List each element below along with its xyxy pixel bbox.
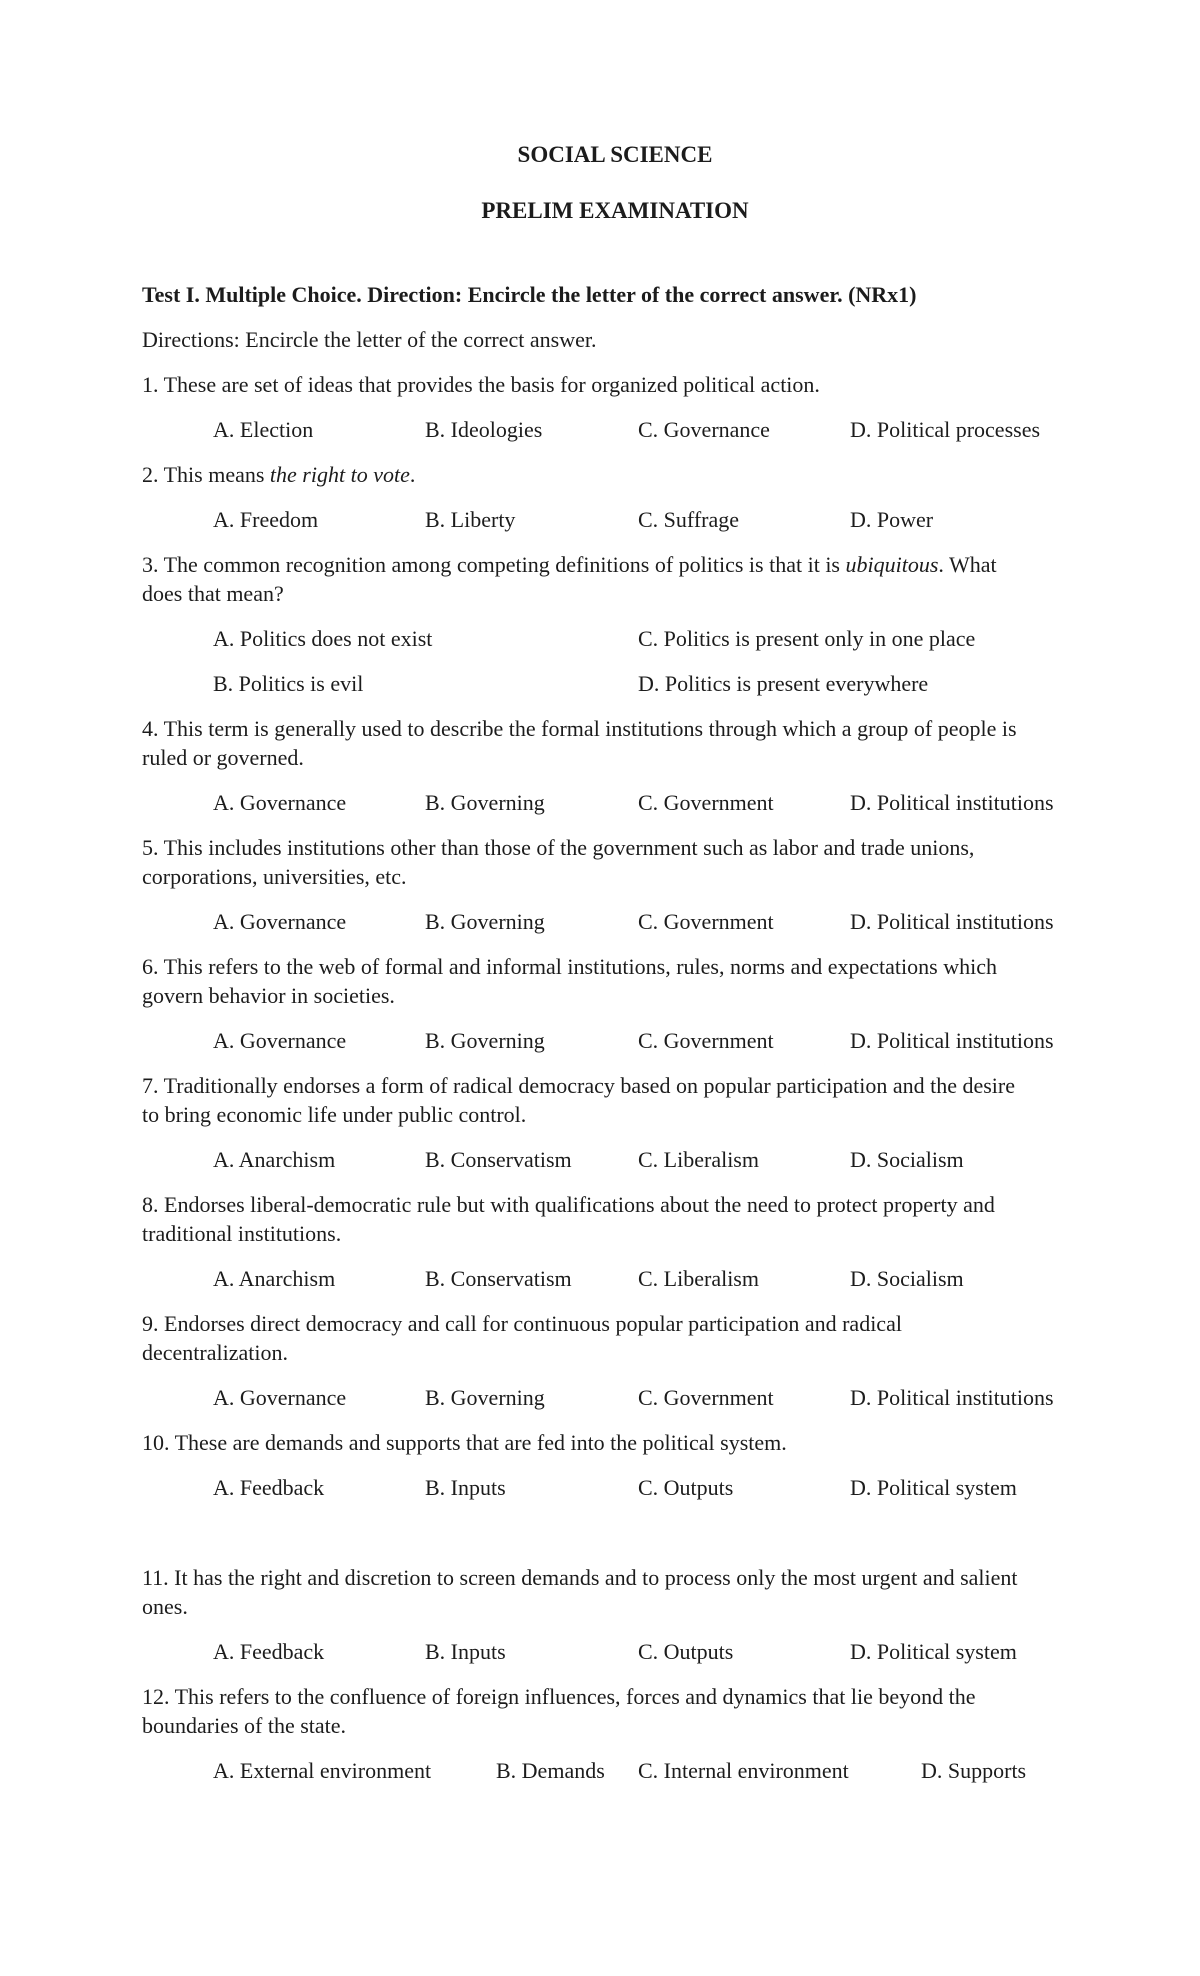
option-b[interactable]: B. Governing	[425, 1028, 545, 1053]
option-a[interactable]: A. Anarchism	[213, 1147, 336, 1172]
question-text-cont: govern behavior in societies.	[142, 983, 395, 1008]
question-text: 2. This means the right to vote.	[142, 462, 416, 487]
question-text-cont: decentralization.	[142, 1340, 288, 1365]
option-b[interactable]: B. Inputs	[425, 1475, 506, 1500]
option-b[interactable]: B. Demands	[496, 1758, 605, 1783]
question-text: 4. This term is generally used to describe the formal institutions through which a group of people is	[142, 716, 1017, 741]
option-b[interactable]: B. Inputs	[425, 1639, 506, 1664]
option-b[interactable]: B. Conservatism	[425, 1266, 572, 1291]
option-d[interactable]: D. Political institutions	[850, 790, 1054, 815]
option-c[interactable]: C. Politics is present only in one place	[638, 626, 976, 651]
question-text: 12. This refers to the confluence of foreign influences, forces and dynamics that lie beyond the	[142, 1684, 976, 1709]
subject-title: SOCIAL SCIENCE	[517, 142, 713, 167]
option-a[interactable]: A. Feedback	[213, 1475, 325, 1500]
exam-title: PRELIM EXAMINATION	[481, 198, 749, 223]
option-c[interactable]: C. Government	[638, 1385, 774, 1410]
option-b[interactable]: B. Conservatism	[425, 1147, 572, 1172]
option-b[interactable]: B. Governing	[425, 790, 545, 815]
option-a[interactable]: A. Freedom	[213, 507, 319, 532]
option-c[interactable]: C. Outputs	[638, 1475, 734, 1500]
question-text: 9. Endorses direct democracy and call for continuous popular participation and radical	[142, 1311, 902, 1336]
option-d[interactable]: D. Socialism	[850, 1147, 964, 1172]
directions: Directions: Encircle the letter of the correct answer.	[142, 327, 597, 352]
question-text-cont: boundaries of the state.	[142, 1713, 347, 1738]
option-d[interactable]: D. Politics is present everywhere	[638, 671, 929, 696]
question-text: 11. It has the right and discretion to screen demands and to process only the most urgent and salient	[142, 1565, 1018, 1590]
question-text-cont: to bring economic life under public control.	[142, 1102, 527, 1127]
option-d[interactable]: D. Political institutions	[850, 1385, 1054, 1410]
option-d[interactable]: D. Political system	[850, 1475, 1017, 1500]
question-text: 3. The common recognition among competing definitions of politics is that it is ubiquitous. What	[142, 552, 997, 577]
question-text: 5. This includes institutions other than those of the government such as labor and trade unions,	[142, 835, 975, 860]
option-d[interactable]: D. Political institutions	[850, 1028, 1054, 1053]
option-c[interactable]: C. Government	[638, 790, 774, 815]
option-a[interactable]: A. Governance	[213, 1028, 347, 1053]
option-a[interactable]: A. Governance	[213, 790, 347, 815]
option-a[interactable]: A. Governance	[213, 1385, 347, 1410]
option-b[interactable]: B. Politics is evil	[213, 671, 364, 696]
option-c[interactable]: C. Liberalism	[638, 1266, 759, 1291]
option-d[interactable]: D. Political institutions	[850, 909, 1054, 934]
question-text: 8. Endorses liberal-democratic rule but with qualifications about the need to protect property and	[142, 1192, 995, 1217]
option-c[interactable]: C. Government	[638, 1028, 774, 1053]
option-a[interactable]: A. Politics does not exist	[213, 626, 433, 651]
question-text: 7. Traditionally endorses a form of radical democracy based on popular participation and the desire	[142, 1073, 1016, 1098]
option-d[interactable]: D. Supports	[921, 1758, 1027, 1783]
option-a[interactable]: A. External environment	[213, 1758, 432, 1783]
option-b[interactable]: B. Governing	[425, 1385, 545, 1410]
option-c[interactable]: C. Governance	[638, 417, 770, 442]
option-c[interactable]: C. Government	[638, 909, 774, 934]
option-d[interactable]: D. Power	[850, 507, 934, 532]
option-b[interactable]: B. Liberty	[425, 507, 516, 532]
option-b[interactable]: B. Ideologies	[425, 417, 543, 442]
option-c[interactable]: C. Liberalism	[638, 1147, 759, 1172]
option-a[interactable]: A. Election	[213, 417, 314, 442]
question-text-cont: ones.	[142, 1594, 188, 1619]
question-text: 6. This refers to the web of formal and informal institutions, rules, norms and expectations which	[142, 954, 997, 979]
option-c[interactable]: C. Suffrage	[638, 507, 740, 532]
option-c[interactable]: C. Internal environment	[638, 1758, 849, 1783]
option-a[interactable]: A. Anarchism	[213, 1266, 336, 1291]
question-text-cont: does that mean?	[142, 581, 284, 606]
option-d[interactable]: D. Political system	[850, 1639, 1017, 1664]
option-a[interactable]: A. Feedback	[213, 1639, 325, 1664]
test-heading: Test I. Multiple Choice. Direction: Encircle the letter of the correct answer. (NRx1)	[142, 282, 917, 307]
question-text: 1. These are set of ideas that provides the basis for organized political action.	[142, 372, 820, 397]
option-c[interactable]: C. Outputs	[638, 1639, 734, 1664]
option-d[interactable]: D. Socialism	[850, 1266, 964, 1291]
question-text-cont: traditional institutions.	[142, 1221, 342, 1246]
question-text-cont: corporations, universities, etc.	[142, 864, 407, 889]
option-a[interactable]: A. Governance	[213, 909, 347, 934]
question-text-cont: ruled or governed.	[142, 745, 304, 770]
option-d[interactable]: D. Political processes	[850, 417, 1041, 442]
question-text: 10. These are demands and supports that are fed into the political system.	[142, 1430, 787, 1455]
option-b[interactable]: B. Governing	[425, 909, 545, 934]
